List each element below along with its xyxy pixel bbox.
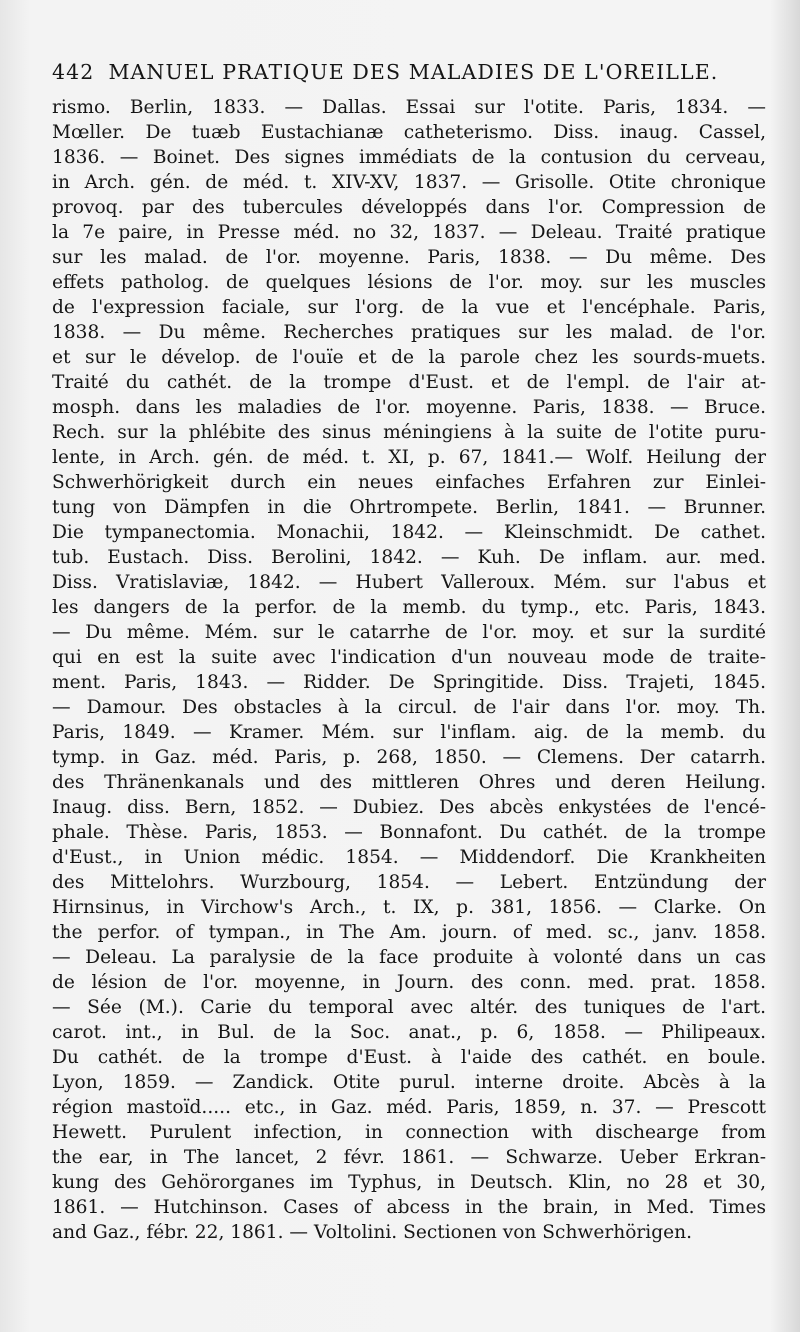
text-line: des Thränenkanals und des mittleren Ohres und deren Heilung. (52, 772, 766, 793)
page-number: 442 (52, 60, 95, 84)
text-line: 1836. — Boinet. Des signes immédiats de la contusion du cerveau, (52, 147, 766, 168)
text-line: — Sée (M.). Carie du temporal avec altér. des tuniques de l'art. (52, 997, 766, 1018)
text-line: Traité du cathét. de la trompe d'Eust. et de l'empl. de l'air at- (52, 372, 766, 393)
text-line: effets patholog. de quelques lésions de l'or. moy. sur les muscles (52, 272, 766, 293)
text-line: — Damour. Des obstacles à la circul. de l'air dans l'or. moy. Th. (52, 697, 766, 718)
text-line: Rech. sur la phlébite des sinus méningiens à la suite de l'otite puru- (52, 422, 766, 443)
text-line: Inaug. diss. Bern, 1852. — Dubiez. Des abcès enkystées de l'encé- (52, 797, 766, 818)
text-line: Hirnsinus, in Virchow's Arch., t. IX, p. 381, 1856. — Clarke. On (52, 897, 766, 918)
text-line: d'Eust., in Union médic. 1854. — Middendorf. Die Krankheiten (52, 847, 766, 868)
text-line: région mastoïd..... etc., in Gaz. méd. Paris, 1859, n. 37. — Prescott (52, 1097, 766, 1118)
text-line: Schwerhörigkeit durch ein neues einfaches Erfahren zur Einlei- (52, 472, 766, 493)
text-line: sur les malad. de l'or. moyenne. Paris, 1838. — Du même. Des (52, 247, 766, 268)
text-line: — Deleau. La paralysie de la face produite à volonté dans un cas (52, 947, 766, 968)
text-line: — Du même. Mém. sur le catarrhe de l'or. moy. et sur la surdité (52, 622, 766, 643)
text-line: tung von Dämpfen in die Ohrtrompete. Berlin, 1841. — Brunner. (52, 497, 766, 518)
text-line: 1861. — Hutchinson. Cases of abcess in the brain, in Med. Times (52, 1197, 766, 1218)
text-line: phale. Thèse. Paris, 1853. — Bonnafont. Du cathét. de la trompe (52, 822, 766, 843)
text-line: the perfor. of tympan., in The Am. journ. of med. sc., janv. 1858. (52, 922, 766, 943)
text-line: Lyon, 1859. — Zandick. Otite purul. interne droite. Abcès à la (52, 1072, 766, 1093)
text-line: qui en est la suite avec l'indication d'un nouveau mode de traite- (52, 647, 766, 668)
running-header (52, 60, 752, 84)
text-line: des Mittelohrs. Wurzbourg, 1854. — Lebert. Entzündung der (52, 872, 766, 893)
running-title: MANUEL PRATIQUE DES MALADIES DE L'OREILLE. (108, 60, 719, 84)
text-line: and Gaz., fébr. 22, 1861. — Voltolini. Sectionen von Schwerhörigen. (52, 1222, 693, 1243)
text-line: la 7e paire, in Presse méd. no 32, 1837. — Deleau. Traité pratique (52, 222, 766, 243)
bibliography-text (52, 95, 766, 1245)
text-line: ment. Paris, 1843. — Ridder. De Springitide. Diss. Trajeti, 1845. (52, 672, 766, 693)
text-line: de lésion de l'or. moyenne, in Journ. des conn. med. prat. 1858. (52, 972, 766, 993)
text-line: carot. int., in Bul. de la Soc. anat., p. 6, 1858. — Philipeaux. (52, 1022, 766, 1043)
text-line: tymp. in Gaz. méd. Paris, p. 268, 1850. — Clemens. Der catarrh. (52, 747, 766, 768)
text-line: de l'expression faciale, sur l'org. de la vue et l'encéphale. Paris, (52, 297, 766, 318)
text-line: 1838. — Du même. Recherches pratiques sur les malad. de l'or. (52, 322, 766, 343)
text-line: lente, in Arch. gén. de méd. t. XI, p. 67, 1841.— Wolf. Heilung der (52, 447, 766, 468)
text-line: Mœller. De tuæb Eustachianæ catheterismo. Diss. inaug. Cassel, (52, 122, 766, 143)
text-line: Diss. Vratislaviæ, 1842. — Hubert Valleroux. Mém. sur l'abus et (52, 572, 766, 593)
text-line: the ear, in The lancet, 2 févr. 1861. — Schwarze. Ueber Erkran- (52, 1147, 766, 1168)
text-line: les dangers de la perfor. de la memb. du tymp., etc. Paris, 1843. (52, 597, 766, 618)
text-line: rismo. Berlin, 1833. — Dallas. Essai sur l'otite. Paris, 1834. — (52, 97, 766, 118)
text-line: mosph. dans les maladies de l'or. moyenne. Paris, 1838. — Bruce. (52, 397, 766, 418)
text-line: et sur le dévelop. de l'ouïe et de la parole chez les sourds-muets. (52, 347, 766, 368)
text-line: tub. Eustach. Diss. Berolini, 1842. — Kuh. De inflam. aur. med. (52, 547, 766, 568)
text-line: Die tympanectomia. Monachii, 1842. — Kleinschmidt. De cathet. (52, 522, 766, 543)
text-line: kung des Gehörorganes im Typhus, in Deutsch. Klin, no 28 et 30, (52, 1172, 766, 1193)
text-line: in Arch. gén. de méd. t. XIV-XV, 1837. — Grisolle. Otite chronique (52, 172, 766, 193)
text-line: Paris, 1849. — Kramer. Mém. sur l'inflam. aig. de la memb. du (52, 722, 766, 743)
text-line: Hewett. Purulent infection, in connection with dischearge from (52, 1122, 766, 1143)
text-line: Du cathét. de la trompe d'Eust. à l'aide des cathét. en boule. (52, 1047, 766, 1068)
text-line: provoq. par des tubercules développés dans l'or. Compression de (52, 197, 766, 218)
